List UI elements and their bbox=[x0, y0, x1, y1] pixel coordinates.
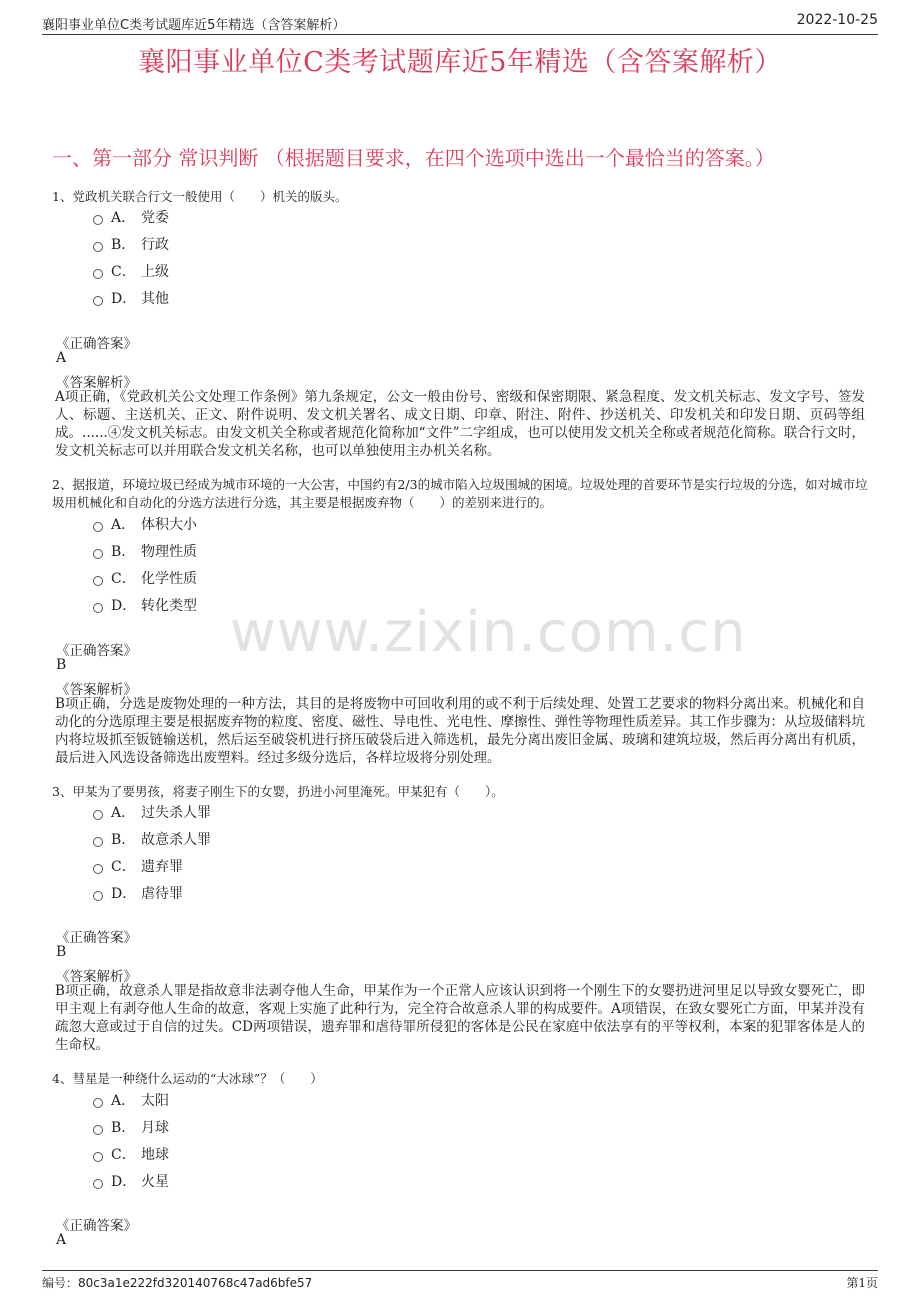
header-doc-title: 襄阳事业单位C类考试题库近5年精选（含答案解析） bbox=[42, 18, 346, 33]
radio-icon[interactable] bbox=[93, 810, 103, 820]
option-c[interactable]: C． 地球 bbox=[93, 1145, 169, 1165]
option-b[interactable]: B． 行政 bbox=[93, 235, 169, 255]
option-b[interactable]: B． 月球 bbox=[93, 1118, 169, 1138]
footer-serial: 编号：80c3a1e222fd320140768c47ad6bfe57 bbox=[42, 1276, 313, 1290]
question-stem: 4、彗星是一种绕什么运动的“大冰球”？（ ） bbox=[52, 1071, 323, 1086]
radio-icon[interactable] bbox=[93, 864, 103, 874]
question-stem: 1、党政机关联合行文一般使用（ ）机关的版头。 bbox=[52, 189, 348, 204]
explanation-text: B项正确，分选是废物处理的一种方法，其目的是将废物中可回收利用的或不利于后续处理、处置工艺要求的物料分离出来。机械化和自动化的分选原理主要是根据废弃物的粒度、密度、磁性、导电性、光电性、摩擦性、弹性等物理性质差异。其工作步骤为：从垃圾储料坑内将垃圾抓至钣链输送机，然后运至破袋机进行挤压破袋后进入筛选机，最先分离出废旧金属、玻璃和建筑垃圾，然后再分离出有机质，最后进入风选设备筛选出废塑料。经过多级分选后，各样垃圾将分别处理。 bbox=[55, 696, 865, 766]
answer-label: 《正确答案》 bbox=[56, 336, 137, 352]
option-d[interactable]: D． 转化类型 bbox=[93, 596, 197, 616]
radio-icon[interactable] bbox=[93, 215, 103, 225]
option-c[interactable]: C． 化学性质 bbox=[93, 569, 197, 589]
option-c[interactable]: C． 上级 bbox=[93, 262, 169, 282]
option-d[interactable]: D． 虐待罪 bbox=[93, 884, 183, 904]
answer-label: 《正确答案》 bbox=[56, 643, 137, 659]
answer-label: 《正确答案》 bbox=[56, 930, 137, 946]
page-header bbox=[42, 10, 878, 35]
explanation-label: 《答案解析》 bbox=[56, 969, 137, 985]
explanation-text: B项正确，故意杀人罪是指故意非法剥夺他人生命，甲某作为一个正常人应该认识到将一个刚生下的女婴扔进河里足以导致女婴死亡，即甲主观上有剥夺他人生命的故意，客观上实施了此种行为，完全符合故意杀人罪的构成要件。A项错误，在致女婴死亡方面，甲某并没有疏忽大意或过于自信的过失。CD两项错误，遗弃罪和虐待罪所侵犯的客体是公民在家庭中依法享有的平等权利，本案的犯罪客体是人的生命权。 bbox=[55, 983, 865, 1053]
header-date: 2022-10-25 bbox=[796, 12, 878, 28]
radio-icon[interactable] bbox=[93, 242, 103, 252]
answer-value: A bbox=[56, 350, 67, 366]
page-footer bbox=[42, 1270, 878, 1293]
option-c[interactable]: C． 遗弃罪 bbox=[93, 857, 183, 877]
question-stem: 3、甲某为了要男孩，将妻子刚生下的女婴，扔进小河里淹死。甲某犯有（ ）。 bbox=[52, 784, 504, 799]
answer-label: 《正确答案》 bbox=[56, 1218, 137, 1234]
answer-value: A bbox=[56, 1232, 67, 1248]
explanation-label: 《答案解析》 bbox=[56, 682, 137, 698]
option-d[interactable]: D． 火星 bbox=[93, 1172, 169, 1192]
option-b[interactable]: B． 物理性质 bbox=[93, 542, 197, 562]
radio-icon[interactable] bbox=[93, 522, 103, 532]
radio-icon[interactable] bbox=[93, 296, 103, 306]
radio-icon[interactable] bbox=[93, 576, 103, 586]
footer-page-number: 第1页 bbox=[846, 1276, 878, 1290]
watermark: www.zixin.com.cn bbox=[230, 600, 747, 665]
answer-value: B bbox=[56, 944, 67, 960]
option-a[interactable]: A． 党委 bbox=[93, 208, 169, 228]
explanation-label: 《答案解析》 bbox=[56, 375, 137, 391]
explanation-text: A项正确，《党政机关公文处理工作条例》第九条规定，公文一般由份号、密级和保密期限、紧急程度、发文机关标志、发文字号、签发人、标题、主送机关、正文、附件说明、发文机关署名、成文日期、印章、附注、附件、抄送机关、印发机关和印发日期、页码等组成。......④发文机关标志。由发文机关全称或者规范化简称加“文件”二字组成，也可以使用发文机关全称或者规范化简称。联合行文时，发文机关标志可以并用联合发文机关名称，也可以单独使用主办机关名称。 bbox=[55, 389, 865, 459]
question-stem: 2、据报道，环境垃圾已经成为城市环境的一大公害，中国约有2/3的城市陷入垃圾围城的困境。垃圾处理的首要环节是实行垃圾的分选，如对城市垃圾用机械化和自动化的分选方法进行分选，其主要是根据废弃物（ ）的差别来进行的。 bbox=[52, 477, 868, 510]
radio-icon[interactable] bbox=[93, 1179, 103, 1189]
radio-icon[interactable] bbox=[93, 1125, 103, 1135]
document-title: 襄阳事业单位C类考试题库近5年精选（含答案解析） bbox=[138, 47, 782, 78]
radio-icon[interactable] bbox=[93, 1152, 103, 1162]
radio-icon[interactable] bbox=[93, 1098, 103, 1108]
option-a[interactable]: A． 太阳 bbox=[93, 1091, 169, 1111]
radio-icon[interactable] bbox=[93, 837, 103, 847]
radio-icon[interactable] bbox=[93, 549, 103, 559]
radio-icon[interactable] bbox=[93, 269, 103, 279]
answer-value: B bbox=[56, 657, 67, 673]
option-d[interactable]: D． 其他 bbox=[93, 289, 169, 309]
radio-icon[interactable] bbox=[93, 891, 103, 901]
option-a[interactable]: A． 体积大小 bbox=[93, 515, 197, 535]
option-a[interactable]: A． 过失杀人罪 bbox=[93, 803, 211, 823]
radio-icon[interactable] bbox=[93, 603, 103, 613]
section-heading: 一、第一部分 常识判断 （根据题目要求，在四个选项中选出一个最恰当的答案。） bbox=[52, 146, 775, 170]
option-b[interactable]: B． 故意杀人罪 bbox=[93, 830, 211, 850]
